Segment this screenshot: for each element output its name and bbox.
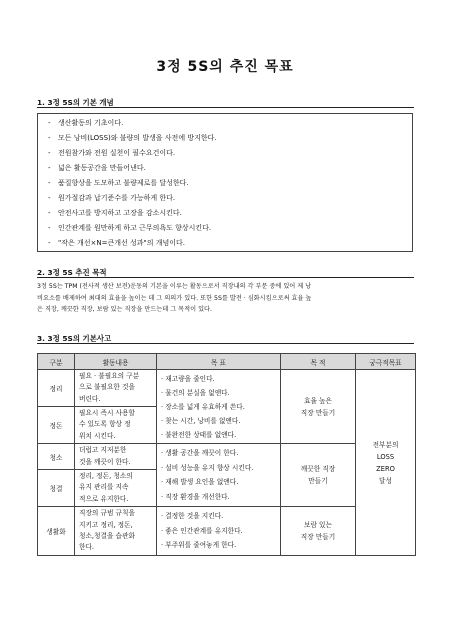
purpose-cell: 효율 높은 직장 만들기: [281, 370, 356, 444]
section1-heading: 1. 3정 5S의 기본 개념: [37, 98, 114, 107]
category-cell: 정돈: [38, 407, 75, 444]
section3-heading: 3. 3정 5S의 기본사고: [37, 334, 112, 343]
activity-cell: 더럽고 지저분한 것을 깨끗이 한다.: [75, 444, 157, 470]
section2-heading: 2. 3정 5S 추진 목적: [37, 268, 107, 277]
list-item: - "작은 개선×N=큰개선 성과"의 개념이다.: [48, 239, 185, 247]
page-title: 3정 5S의 추진 목표: [156, 59, 294, 75]
section3-divider: [37, 343, 414, 344]
table-row: [38, 370, 416, 407]
activity-cell: 필요 · 불필요의 구분 으로 불필요한 것을 버린다.: [75, 370, 157, 407]
activity-cell: 직장의 규범 규칙을 지키고 정리, 정돈, 청소,청결을 습관화 한다.: [75, 507, 157, 556]
goal-cell: · 재고량을 줄인다. · 물건의 분실을 없앤다. · 장소를 넓게 유효하게 쓴다. · 찾는 시간, 낭비를 없앤다. · 불완전한 상태를 없앤다.: [157, 370, 281, 444]
list-item: - 인간관계를 원만하게 하고 근무의욕도 향상시킨다.: [48, 224, 212, 232]
list-item: - 전원참가와 전원 실천이 필수요건이다.: [48, 149, 176, 157]
paragraph-line: 은 직장, 깨끗한 직장, 보람 있는 직장을 만드는데 그 목적이 있다.: [37, 306, 212, 313]
section1-divider: [37, 107, 414, 108]
section2-divider: [37, 277, 414, 278]
category-cell: 청소: [38, 444, 75, 470]
header-activity: 활동내용: [75, 354, 157, 370]
goal-cell: · 생활 공간을 깨끗이 한다. · 설비 성능을 유지 향상 시킨다. · 재해 발생 요인을 없앤다. · 직장 환경을 개선한다.: [157, 444, 281, 507]
category-cell: 정리: [38, 370, 75, 407]
paragraph-line: 3정 5S는 TPM (전사적 생산 보전)운동의 기본을 이루는 활동으로서 직장내의 각 부문 중에 있어 제 낭: [37, 283, 312, 290]
purpose-cell: 깨끗한 직장 만들기: [281, 444, 356, 507]
list-item: - 넓은 활동공간을 만들어낸다.: [48, 164, 146, 172]
concept-box: [37, 113, 413, 252]
list-item: - 생산활동의 기초이다.: [48, 119, 124, 127]
category-cell: 청결: [38, 470, 75, 507]
header-goal: 목 표: [157, 354, 281, 370]
list-item: - 품질향상을 도모하고 불량제로를 달성한다.: [48, 179, 189, 187]
list-item: - 원가절감과 납기준수를 가능하게 한다.: [48, 194, 176, 202]
basic-thinking-table: [37, 353, 416, 556]
paragraph-line: 비요소를 배제하여 최대의 효율을 높이는 데 그 의의가 있다. 또한 5S를 발전 · 심화시킴으로써 효율 높: [37, 294, 312, 302]
purpose-cell: 보람 있는 직장 만들기: [281, 507, 356, 556]
table-header-row: [38, 354, 416, 370]
activity-cell: 정리, 정돈, 청소의 유지 관리를 지속 적으로 유지한다.: [75, 470, 157, 507]
ultimate-goal-cell: 전부분의 LOSS ZERO 달성: [356, 370, 416, 556]
list-item: - 안전사고를 방지하고 고장을 감소시킨다.: [48, 209, 182, 217]
header-purpose: 목 적: [281, 354, 356, 370]
header-category: 구분: [38, 354, 75, 370]
activity-cell: 필요시 즉시 사용할 수 있도록 항상 정 위치 시킨다.: [75, 407, 157, 444]
goal-cell: · 결정한 것을 지킨다. · 좋은 인간관계를 유지한다. · 부주위를 줄여놓게 한다.: [157, 507, 281, 556]
purpose-paragraph: [37, 281, 415, 316]
header-ultimate: 궁극적목표: [356, 354, 416, 370]
list-item: - 모든 낭비(LOSS)와 불량의 발생을 사전에 방지한다.: [48, 134, 217, 142]
category-cell: 생활화: [38, 507, 75, 556]
